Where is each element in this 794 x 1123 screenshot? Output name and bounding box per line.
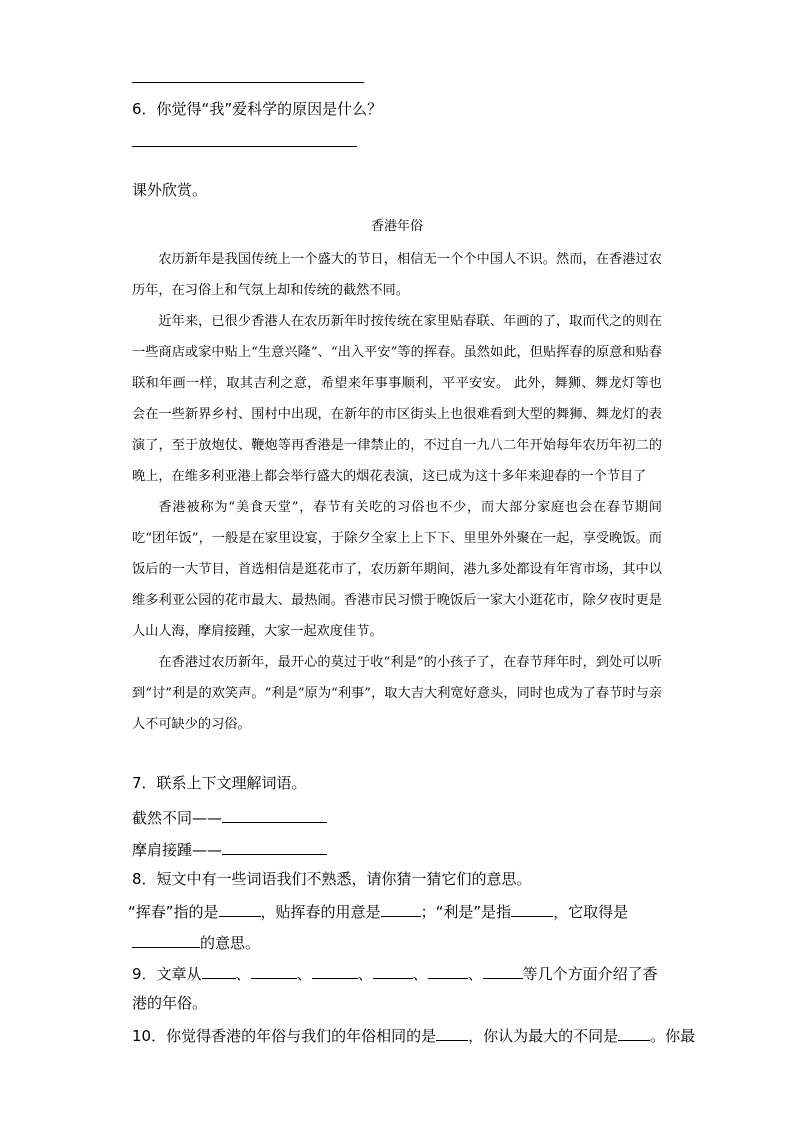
q8-text: ，贴挥春的用意是 bbox=[260, 903, 381, 921]
question-6: 6．你觉得“我”爱科学的原因是什么？ bbox=[132, 100, 383, 118]
extra-reading-heading: 课外欣赏。 bbox=[132, 181, 208, 199]
answer-blank[interactable] bbox=[251, 962, 297, 979]
q9-sep: 、 bbox=[412, 965, 428, 983]
passage-paragraph: 农历新年是我国传统上一个盛大的节日，相信无一个个中国人不识。然而，在香港过农历年，在习俗上和气氛上却和传统的截然不同。 bbox=[132, 252, 662, 298]
passage-paragraph: 近年来，已很少香港人在农历新年时按传统在家里贴春联、年画的了，取而代之的则在一些商店或家中贴上“生意兴隆”、“出入平安”等的挥春。虽然如此，但贴挥春的原意和贴春联和年画一样，取其吉利之意，希望来年事事顺利，平平安安。 此外，舞狮、舞龙灯等也会在一些新界乡村、围村中出现，在新年的市区街头上也很难看到大型的舞狮、舞龙灯的表演了，至于放炮仗、鞭炮等再香港是一律禁止的，不过自一九八二年开始每年农历年初二的晚上，在维多利亚港上都会举行盛大的烟花表演，这已成为这十多年来迎春的一个节目了 bbox=[132, 314, 662, 484]
q8-text: 的意思。 bbox=[200, 934, 261, 952]
word-label: 截然不同—— bbox=[132, 809, 223, 827]
question-7-item-1 bbox=[132, 806, 327, 828]
passage-paragraph: 香港被称为“美食天堂”，春节有关吃的习俗也不少，而大部分家庭也会在春节期间吃“团年饭”，一般是在家里设宴，于除夕全家上上下下、里里外外聚在一起，享受晚饭。而饭后的一大节目，首选相信是逛花市了，农历新年期间，港九多处都设有年宵市场，其中以维多利亚公园的花市最大、最热闹。香港市民习惯于晚饭后一家大小逛花市，除夕夜时更是人山人海，摩肩接踵，大家一起欢度佳节。 bbox=[132, 500, 662, 639]
answer-blank[interactable] bbox=[483, 962, 523, 979]
passage-paragraph: 在香港过农历新年，最开心的莫过于收“利是”的小孩子了，在春节拜年时，到处可以听到“讨”利是的欢笑声。“利是”原为“利事”，取大吉大利宽好意头，同时也成为了春节时与亲人不可缺少的习俗。 bbox=[132, 655, 662, 732]
word-label: 摩肩接踵—— bbox=[132, 841, 223, 859]
answer-blank[interactable] bbox=[222, 806, 327, 823]
q10-text: 。你最 bbox=[650, 1027, 696, 1045]
answer-blank[interactable] bbox=[222, 838, 327, 855]
passage-body bbox=[132, 244, 662, 740]
question-9 bbox=[132, 962, 658, 984]
q8-text: ；“利是”是指 bbox=[420, 903, 512, 921]
answer-blank[interactable] bbox=[436, 1024, 468, 1041]
question-7: 7．联系上下文理解词语。 bbox=[132, 774, 307, 792]
answer-blank[interactable] bbox=[132, 931, 200, 948]
q9-sep: 、 bbox=[467, 965, 483, 983]
q8-text: ，它取得是 bbox=[553, 903, 629, 921]
question-8: 8．短文中有一些词语我们不熟悉，请你猜一猜它们的意思。 bbox=[132, 870, 532, 888]
answer-blank[interactable] bbox=[511, 900, 553, 917]
answer-blank[interactable] bbox=[381, 900, 421, 917]
q9-sep: 、 bbox=[296, 965, 312, 983]
answer-line-q6 bbox=[132, 146, 357, 147]
question-8-line-2 bbox=[132, 931, 260, 953]
answer-blank[interactable] bbox=[373, 962, 413, 979]
answer-blank[interactable] bbox=[618, 1024, 650, 1041]
question-9-line-2: 港的年俗。 bbox=[132, 994, 208, 1012]
passage-title: 香港年俗 bbox=[370, 219, 423, 234]
q9-text: 等几个方面介绍了香 bbox=[522, 965, 658, 983]
question-8-line-1 bbox=[128, 900, 628, 922]
answer-blank[interactable] bbox=[428, 962, 468, 979]
answer-blank[interactable] bbox=[202, 962, 236, 979]
q8-text: “挥春”指的是 bbox=[128, 903, 219, 921]
q9-sep: 、 bbox=[235, 965, 251, 983]
q9-sep: 、 bbox=[357, 965, 373, 983]
q10-text: 10．你觉得香港的年俗与我们的年俗相同的是 bbox=[132, 1027, 437, 1045]
answer-blank[interactable] bbox=[219, 900, 261, 917]
question-10 bbox=[132, 1024, 695, 1046]
q9-text: 9．文章从 bbox=[132, 965, 202, 983]
answer-blank[interactable] bbox=[312, 962, 358, 979]
question-7-item-2 bbox=[132, 838, 327, 860]
q10-text: ，你认为最大的不同是 bbox=[468, 1027, 619, 1045]
answer-line-q5 bbox=[132, 82, 364, 83]
